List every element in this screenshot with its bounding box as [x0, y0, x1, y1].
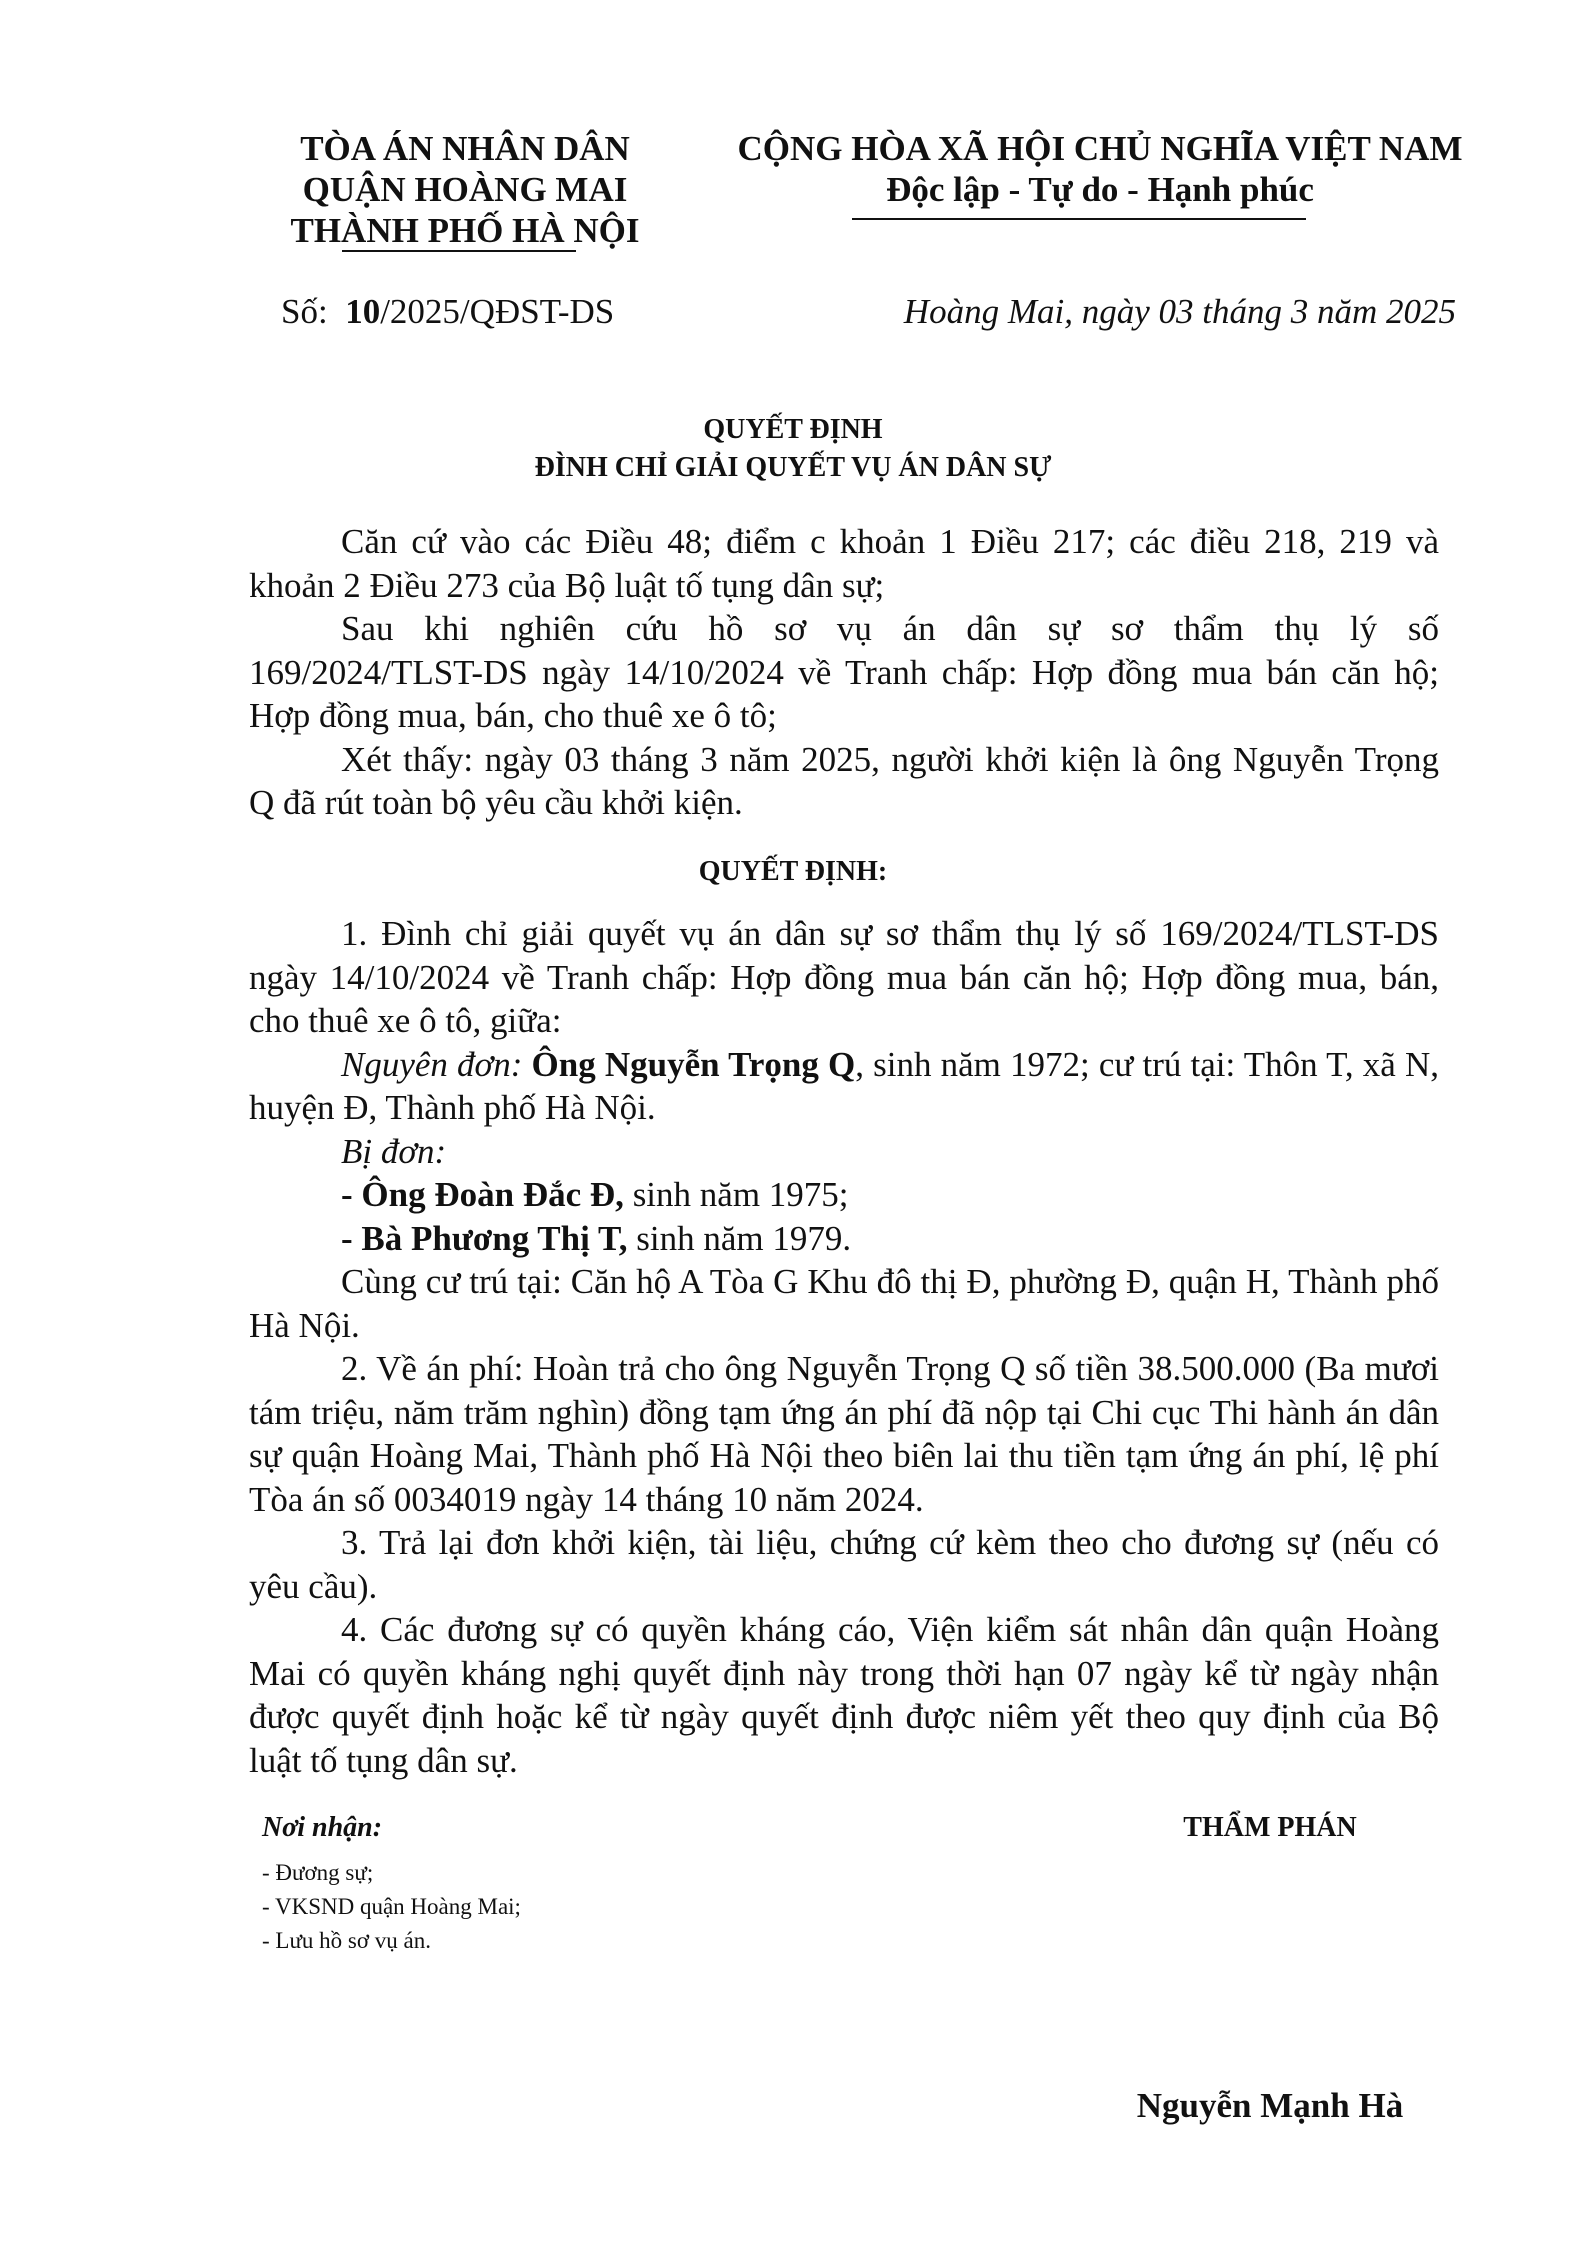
recipient-item: - Đương sự;: [262, 1860, 374, 1885]
recipients-title: Nơi nhận:: [262, 1812, 383, 1843]
doc-title: QUYẾT ĐỊNH: [703, 414, 883, 445]
number-label: Số:: [281, 292, 328, 331]
preamble-p1-line2: khoản 2 Điều 273 của Bộ luật tố tụng dân sự;: [249, 565, 885, 605]
judge-title: THẨM PHÁN: [1183, 1812, 1357, 1843]
defendant-1: [249, 1173, 1439, 1217]
preamble-p1-line1: Căn cứ vào các Điều 48; điểm c khoản 1 Điều 217; các điều 218, 219 và: [341, 522, 1439, 561]
preamble-p2-line3: Hợp đồng mua, bán, cho thuê xe ô tô;: [249, 696, 777, 735]
motto-underline: [852, 218, 1306, 220]
preamble-p2-line1: Sau khi nghiên cứu hồ sơ vụ án dân sự sơ thẩm thụ lý số: [341, 609, 1439, 648]
judge-name: Nguyễn Mạnh Hà: [1136, 2086, 1404, 2125]
defendant-2: [249, 1217, 1439, 1261]
defendant-2-name: - Bà Phương Thị T,: [341, 1218, 628, 1258]
decision-item-4: 4. Các đương sự có quyền kháng cáo, Viện kiểm sát nhân dân quận Hoàng Mai có quyền kháng nghị quyết định này trong thời hạn 07 ngày kể từ ngày nhận được quyết định hoặc kể từ ngày quyết định được niêm yết theo quy định của Bộ luật tố tụng dân sự.: [249, 1610, 1439, 1780]
court-line-1: TÒA ÁN NHÂN DÂN: [300, 129, 630, 168]
number-value: 10: [345, 292, 381, 331]
decision-item-2: 2. Về án phí: Hoàn trả cho ông Nguyễn Trọng Q số tiền 38.500.000 (Ba mươi tám triệu, năm trăm nghìn) đồng tạm ứng án phí đã nộp tại Chi cục Thi hành án dân sự quận Hoàng Mai, Thành phố Hà Nội theo biên lai thu tiền tạm ứng án phí, lệ phí Tòa án số 0034019 ngày 14 tháng 10 năm 2024.: [249, 1349, 1439, 1519]
recipients-list: [262, 1856, 521, 1958]
preamble-p2-line2: 169/2024/TLST-DS ngày 14/10/2024 về Tranh chấp: Hợp đồng mua bán căn hộ;: [249, 652, 1439, 692]
defendant-label: Bị đơn:: [341, 1131, 447, 1171]
plaintiff-label: Nguyên đơn:: [341, 1044, 523, 1084]
preamble-p3-line1: Xét thấy: ngày 03 tháng 3 năm 2025, người khởi kiện là ông Nguyễn Trọng: [341, 739, 1439, 779]
place-date: Hoàng Mai, ngày 03 tháng 3 năm 2025: [903, 292, 1456, 331]
number-suffix: /2025/QĐST-DS: [380, 292, 615, 331]
doc-subtitle: ĐÌNH CHỈ GIẢI QUYẾT VỤ ÁN DÂN SỰ: [534, 452, 1052, 483]
republic-motto: Độc lập - Tự do - Hạnh phúc: [886, 170, 1314, 209]
decision-heading: QUYẾT ĐỊNH:: [698, 856, 888, 887]
decision-body: [249, 912, 1439, 1782]
court-line-2: QUẬN HOÀNG MAI: [302, 170, 628, 209]
plaintiff: [249, 1043, 1439, 1130]
plaintiff-name: Ông Nguyễn Trọng Q: [531, 1044, 856, 1084]
republic-header: [700, 128, 1500, 210]
recipient-item: - VKSND quận Hoàng Mai;: [262, 1894, 521, 1919]
preamble: [249, 520, 1439, 825]
recipient-item: - Lưu hồ sơ vụ án.: [262, 1928, 431, 1953]
plaintiff-detail: , sinh năm 1972; cư trú tại: Thôn T, xã N, huyện Đ, Thành phố Hà Nội.: [249, 1044, 1439, 1127]
court-header: [230, 128, 700, 251]
defendant-1-detail: sinh năm 1975;: [623, 1175, 849, 1214]
defendant-residence: Cùng cư trú tại: Căn hộ A Tòa G Khu đô thị Đ, phường Đ, quận H, Thành phố Hà Nội.: [249, 1262, 1439, 1345]
decision-item-1: 1. Đình chỉ giải quyết vụ án dân sự sơ thẩm thụ lý số 169/2024/TLST-DS ngày 14/10/2024 về Tranh chấp: Hợp đồng mua bán căn hộ; Hợp đồng mua, bán, cho thuê xe ô tô, giữa:: [249, 914, 1439, 1040]
republic-name: CỘNG HÒA XÃ HỘI CHỦ NGHĨA VIỆT NAM: [737, 129, 1463, 168]
document-number: [281, 292, 614, 332]
court-underline: [342, 250, 576, 252]
decision-item-3: 3. Trả lại đơn khởi kiện, tài liệu, chứng cứ kèm theo cho đương sự (nếu có yêu cầu).: [249, 1523, 1439, 1606]
court-line-3: THÀNH PHỐ HÀ NỘI: [290, 211, 640, 250]
defendant-1-name: - Ông Đoàn Đắc Đ,: [341, 1175, 624, 1214]
defendant-2-detail: sinh năm 1979.: [627, 1218, 852, 1258]
preamble-p3-line2: Q đã rút toàn bộ yêu cầu khởi kiện.: [249, 783, 743, 822]
